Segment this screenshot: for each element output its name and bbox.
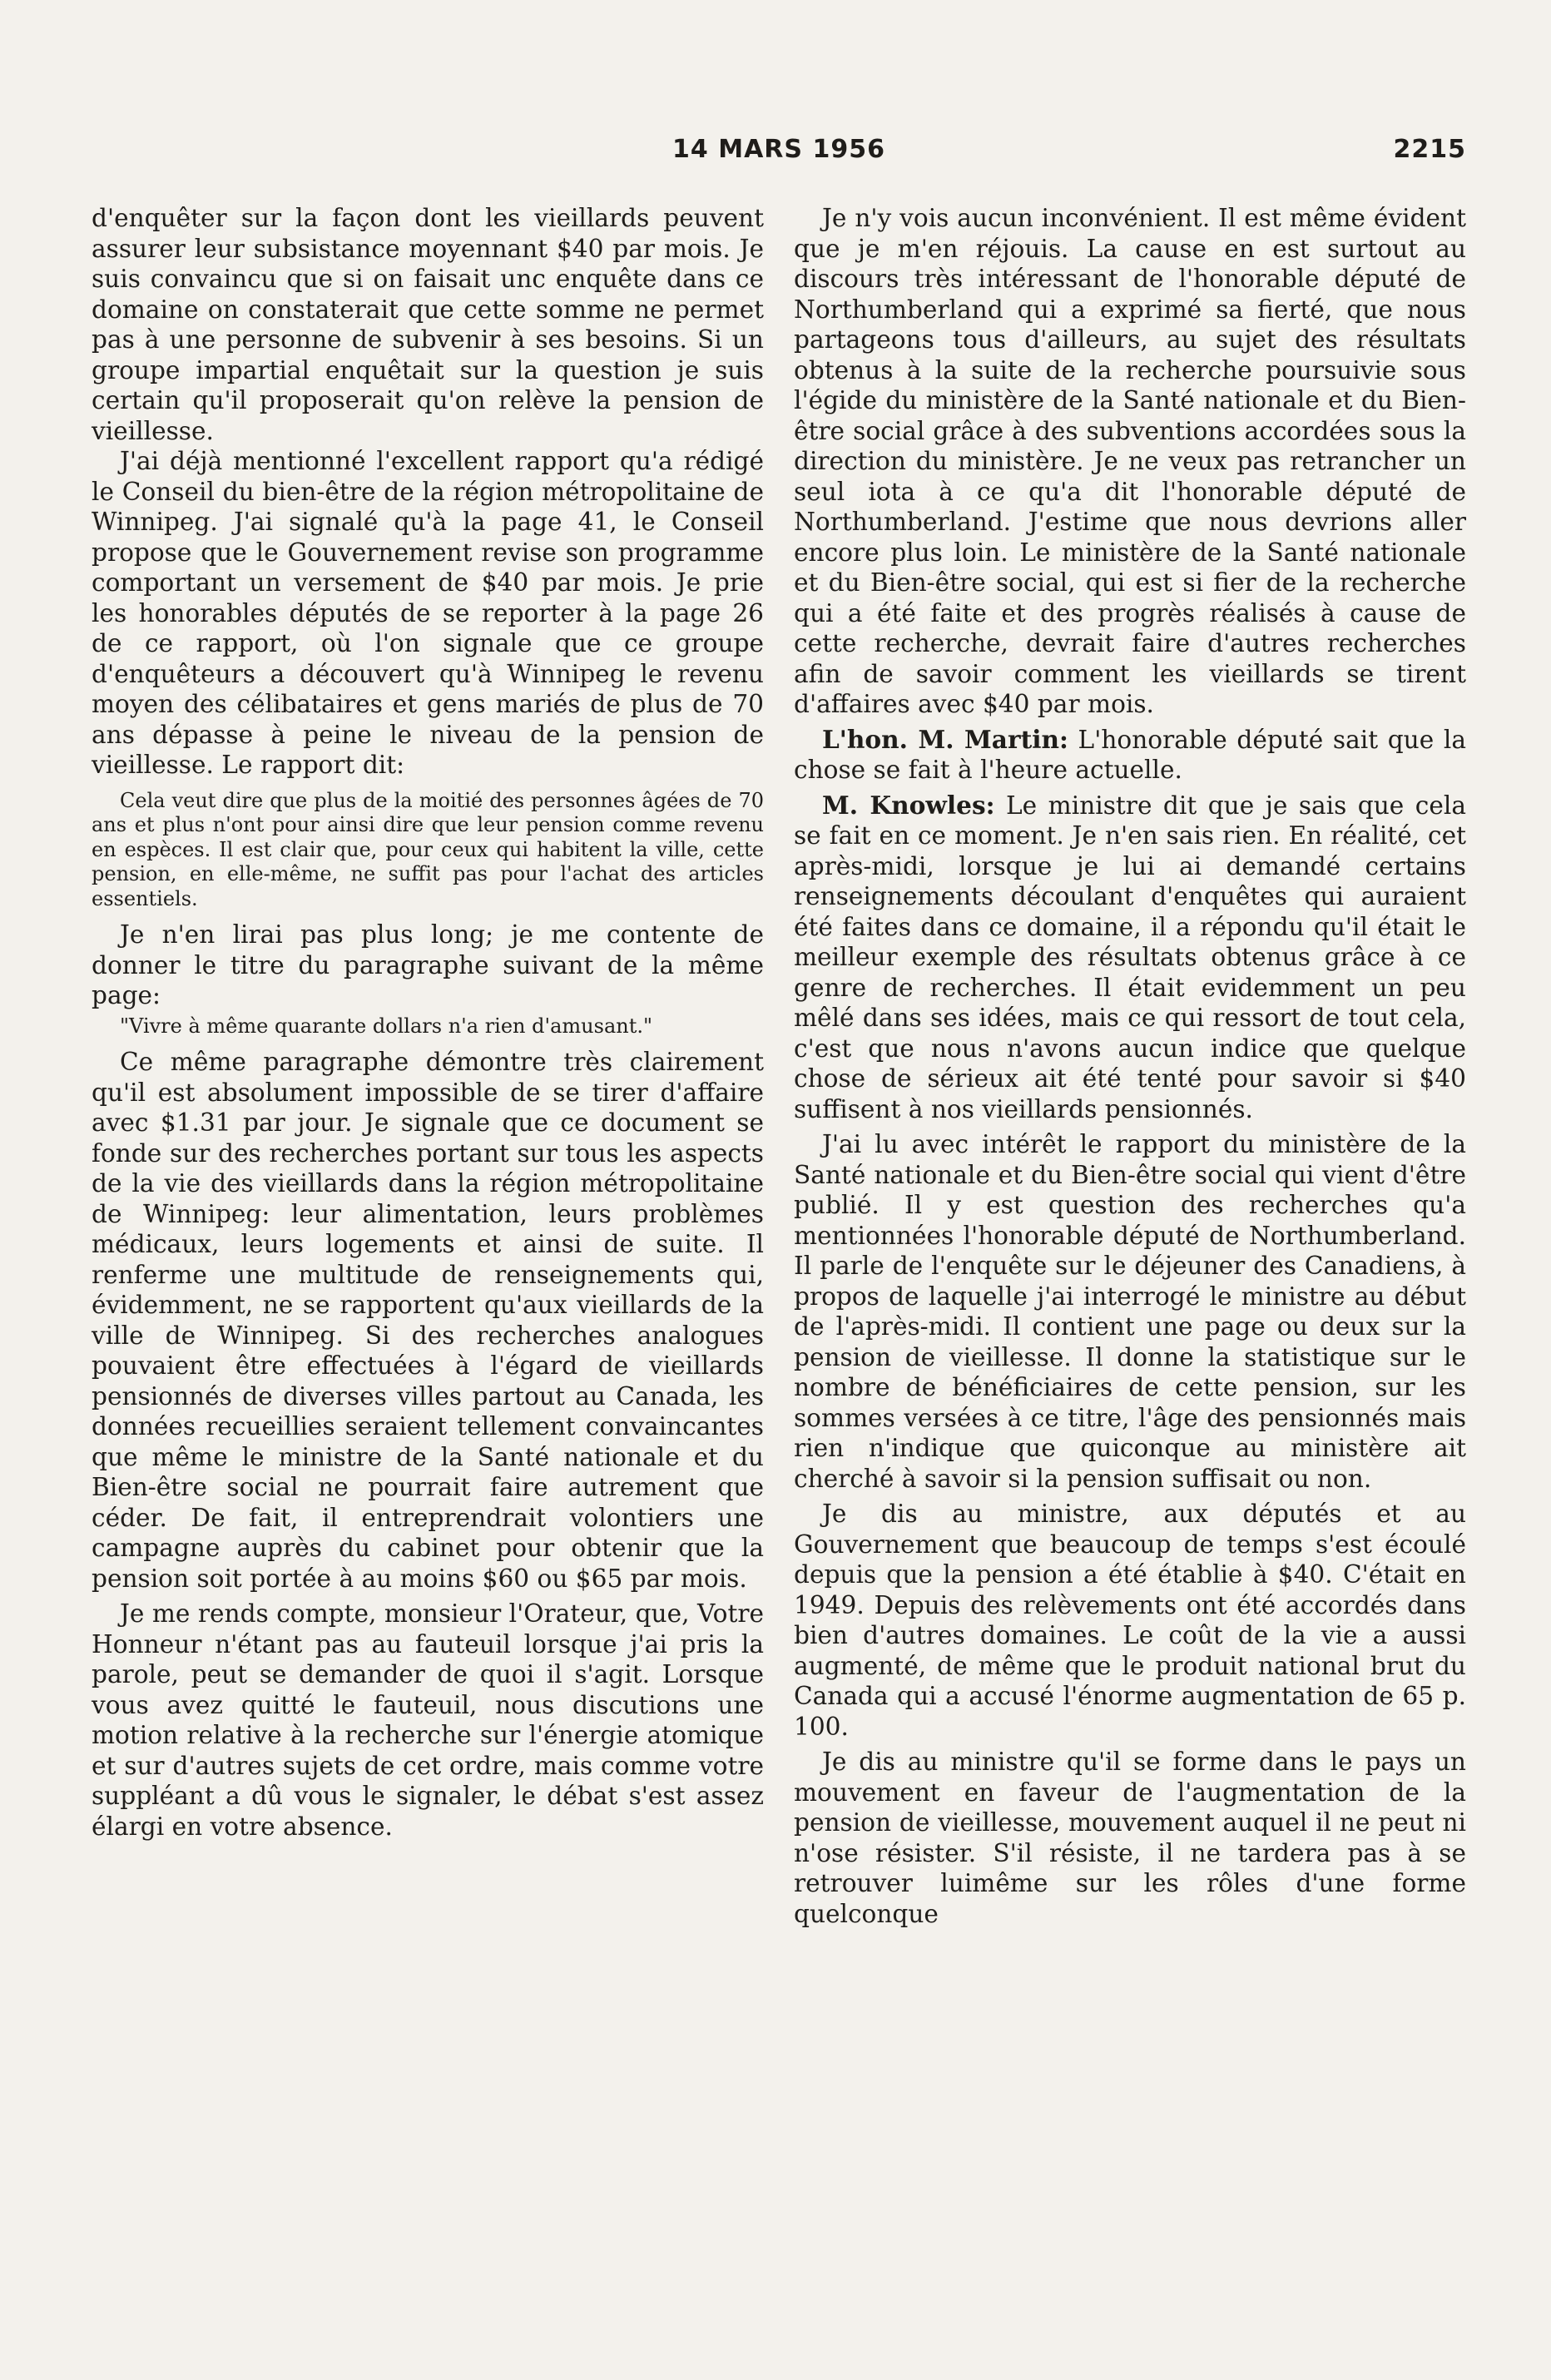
paragraph: J'ai déjà mentionné l'excellent rapport qu'a rédigé le Conseil du bien-être de la région métropolitaine de Winnipeg. J'ai signalé qu'à la page 41, le Conseil propose que le Gouvernement revise son programme comportant un versement de $40 par mois. Je prie les honorables députés de se reporter à la page 26 de ce rapport, où l'on signale que ce groupe d'enquêteurs a découvert qu'à Winnipeg le revenu moyen des célibataires et gens mariés de plus de 70 ans dépasse à peine le niveau de la pension de vieillesse. Le rapport dit:	[92, 447, 764, 779]
speaker-name: L'hon. M. Martin:	[822, 724, 1068, 754]
paragraph: Je me rends compte, monsieur l'Orateur, que, Votre Honneur n'étant pas au fauteuil lorsque j'ai pris la parole, peut se demander de quoi il s'agit. Lorsque vous avez quitté le fauteuil, nous discutions une motion relative à la recherche sur l'énergie atomique et sur d'autres sujets de cet ordre, mais comme votre suppléant a dû vous le signaler, le débat s'est assez élargi en votre absence.	[92, 1599, 764, 1841]
paragraph: Je n'y vois aucun inconvénient. Il est même évident que je m'en réjouis. La cause en est surtout au discours très intéressant de l'honorable député de Northumberland qui a exprimé sa fierté, que nous partageons tous d'ailleurs, au sujet des résultats obtenus à la suite de la recherche poursuivie sous l'égide du ministère de la Santé nationale et du Bien-être social grâce à des subventions accordées sous la direction du ministère. Je ne veux pas retrancher un seul iota à ce qu'a dit l'honorable député de Northumberland. J'estime que nous devrions aller encore plus loin. Le ministère de la Santé nationale et du Bien-être social, qui est si fier de la recherche qui a été faite et des progrès réalisés à cause de cette recherche, devrait faire d'autres recherches afin de savoir comment les vieillards se tirent d'affaires avec $40 par mois.	[794, 204, 1466, 718]
paragraph: Je n'en lirai pas plus long; je me contente de donner le titre du paragraphe suivant de la même page:	[92, 920, 764, 1009]
speech-paragraph	[794, 725, 1466, 786]
page-header	[92, 135, 1466, 176]
paragraph: J'ai lu avec intérêt le rapport du ministère de la Santé nationale et du Bien-être social qui vient d'être publié. Il y est question des recherches qu'a mentionnées l'honorable député de Northumberland. Il parle de l'enquête sur le déjeuner des Canadiens, à propos de laquelle j'ai interrogé le ministre au début de l'après-midi. Il contient une page ou deux sur la pension de vieillesse. Il donne la statistique sur le nombre de bénéficiaires de cette pension, sur les sommes versées à ce titre, l'âge des pensionnés mais rien n'indique que quiconque au ministère ait cherché à savoir si la pension suffisait ou non.	[794, 1130, 1466, 1493]
header-page-number: 2215	[1393, 135, 1466, 164]
header-date: 14 MARS 1956	[672, 135, 885, 164]
block-quote: Cela veut dire que plus de la moitié des personnes âgées de 70 ans et plus n'ont pour ainsi dire que leur pension comme revenu en espèces. Il est clair que, pour ceux qui habitent la ville, cette pension, en elle-même, ne suffit pas pour l'achat des articles essentiels.	[92, 788, 764, 910]
paragraph: Je dis au ministre qu'il se forme dans le pays un mouvement en faveur de l'augmentation de la pension de vieillesse, mouvement auquel il ne peut ni n'ose résister. S'il résiste, il ne tardera pas à se retrouver luimême sur les rôles d'une forme quelconque	[794, 1748, 1466, 1928]
speaker-name: M. Knowles:	[822, 790, 995, 820]
paragraph: Je dis au ministre, aux députés et au Gouvernement que beaucoup de temps s'est écoulé depuis que la pension a été établie à $40. C'était en 1949. Depuis des relèvements ont été accordés dans bien d'autres domaines. Le coût de la vie a aussi augmenté, de même que le produit national brut du Canada qui a accusé l'énorme augmentation de 65 p. 100.	[794, 1500, 1466, 1741]
block-quote: "Vivre à même quarante dollars n'a rien d'amusant."	[120, 1014, 653, 1038]
speech-text: Le ministre dit que je sais que cela se fait en ce moment. Je n'en sais rien. En réalité, cet après-midi, lorsque je lui ai demandé certains renseignements découlant d'enquêtes qui auraient été faites dans ce domaine, il a répondu qu'il était le meilleur exemple des résultats obtenus grâce à ce genre de recherches. Il était evidemment un peu mêlé dans ses idées, mais ce qui ressort de tout cela, c'est que nous n'avons aucun indice que quelque chose de sérieux ait été tenté pour savoir si $40 suffisent à nos vieillards pensionnés.	[794, 791, 1466, 1123]
left-column	[92, 203, 764, 1842]
speech-paragraph	[794, 791, 1466, 1125]
right-column	[794, 203, 1466, 1929]
speech-text: L'honorable député sait que la chose se fait à l'heure actuelle.	[794, 725, 1466, 784]
paragraph: Ce même paragraphe démontre très clairement qu'il est absolument impossible de se tirer d'affaire avec $1.31 par jour. Je signale que ce document se fonde sur des recherches portant sur tous les aspects de la vie des vieillards dans la région métropolitaine de Winnipeg: leur alimentation, leurs problèmes médicaux, leurs logements et ainsi de suite. Il renferme une multitude de renseignements qui, évidemment, ne se rapportent qu'aux vieillards de la ville de Winnipeg. Si des recherches analogues pouvaient être effectuées à l'égard de vieillards pensionnés de diverses villes partout au Canada, les données recueillies seraient tellement convaincantes que même le ministre de la Santé nationale et du Bien-être social ne pourrait faire autrement que céder. De fait, il entreprendrait volontiers une campagne auprès du cabinet pour obtenir que la pension soit portée à au moins $60 ou $65 par mois.	[92, 1048, 764, 1593]
paragraph: d'enquêter sur la façon dont les vieillards peuvent assurer leur subsistance moyennant $40 par mois. Je suis convaincu que si on faisait unc enquête dans ce domaine on constaterait que cette somme ne permet pas à une personne de subvenir à ses besoins. Si un groupe impartial enquêtait sur la question je suis certain qu'il proposerait qu'on relève la pension de vieillesse.	[92, 204, 764, 445]
